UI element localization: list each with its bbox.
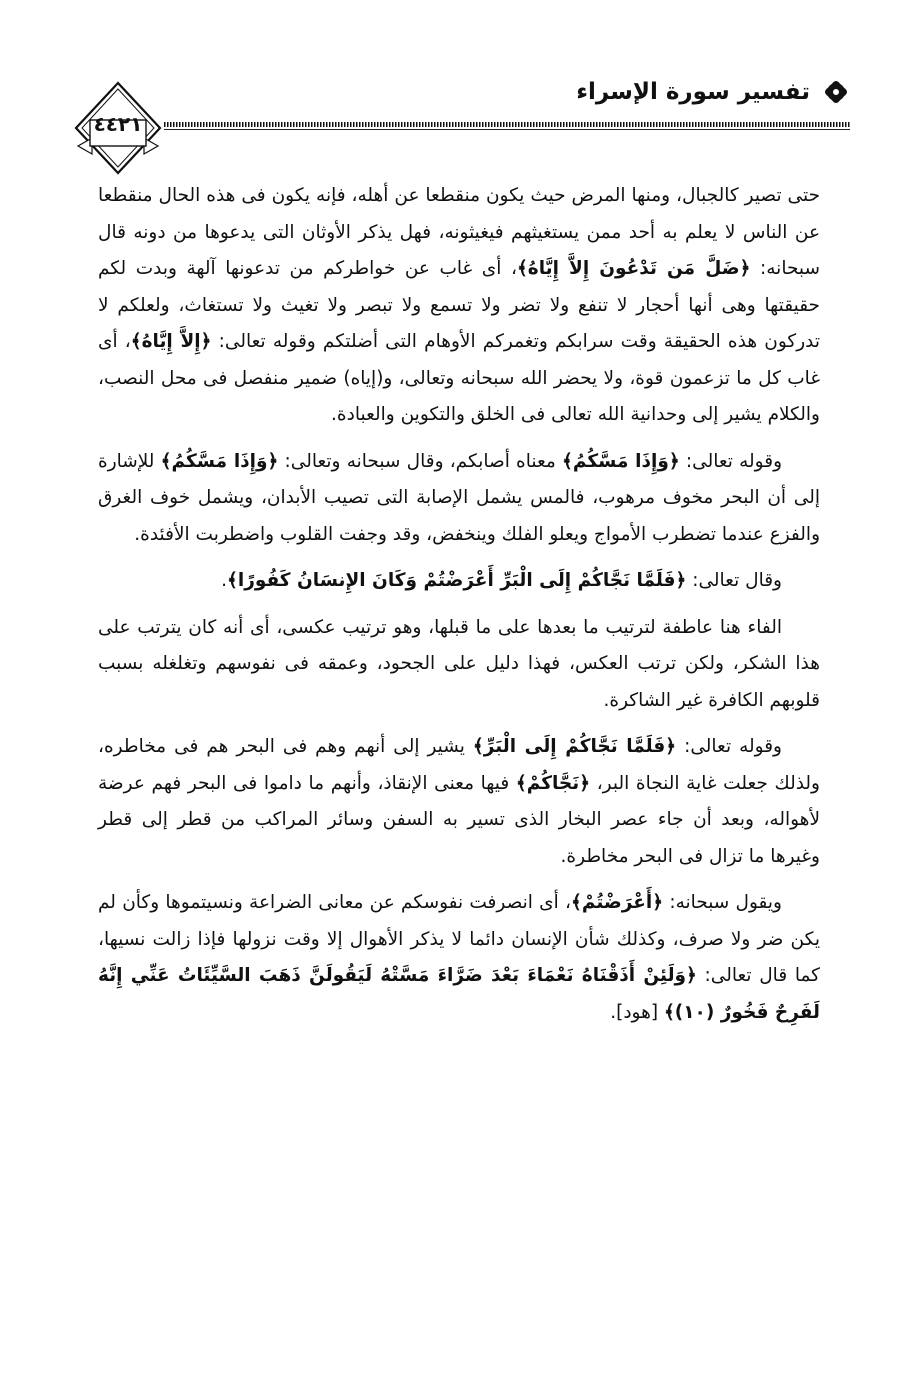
body-text: . — [221, 570, 228, 591]
body-text: ، أى غاب كل ما تزعمون قوة، ولا يحضر الله سبحانه وتعالى، و(إياه) ضمير منفصل فى محل النصب، والكلام يشير إلى وحدانية الله تعالى فى الخلق والتكوين والعبادة. — [98, 331, 820, 425]
body-text: وقال تعالى: — [686, 570, 782, 591]
body-text: [هود]. — [610, 1001, 664, 1023]
quran-verse: ﴿وَإِذَا مَسَّكُمُ﴾ — [160, 450, 279, 472]
body-text: فيها معنى الإنقاذ، وأنهم ما داموا فى البحر فهم عرضة لأهواله، وبعد أن جاء عصر البخار الذى تسير به السفن وسائر المراكب من قطر إلى قطر وغيرها ما تزال فى البحر مخاطرة. — [98, 772, 820, 867]
quran-verse: ﴿وَلَئِنْ أَذَقْنَاهُ نَعْمَاءَ بَعْدَ ضَرَّاءَ مَسَّتْهُ لَيَقُولَنَّ ذَهَبَ السَّيِّئَاتُ عَنِّي إِنَّهُ لَفَرِحٌ فَخُورٌ (١٠)﴾ — [98, 965, 820, 1023]
quran-verse: ﴿نَجَّاكُمْ﴾ — [515, 772, 591, 794]
page-body — [98, 178, 820, 1041]
paragraph — [98, 178, 820, 434]
body-text: الفاء هنا عاطفة لترتيب ما بعدها على ما قبلها، وهو ترتيب عكسى، أى أنه كان يترتب على هذا الشكر، ولكن ترتب العكس، فهذا دليل على الجحود، وعمقه فى نفوسهم وتغلغله بسبب قلوبهم الكافرة غير الشاكرة. — [98, 616, 820, 711]
page-number-badge — [72, 80, 164, 176]
body-text: ويقول سبحانه: — [663, 892, 782, 913]
page-number: ٤٤٢١ — [93, 112, 143, 136]
quran-verse: ﴿إِلاَّ إِيَّاهُ﴾ — [130, 331, 212, 352]
body-text: ، أى انصرفت نفوسكم عن معانى الضراعة ونسيتموها وكأن لم يكن ضر ولا صرف، وكذلك شأن الإنسان دائما لا يذكر الأهوال إلا وقت نزولها فإذا زالت نسيها، كما قال تعالى: — [98, 892, 820, 986]
flower-ornament-icon — [822, 78, 850, 106]
page-header — [72, 70, 850, 170]
paragraph — [98, 729, 820, 875]
body-text: ، أى غاب عن خواطركم من تدعونها آلهة وبدت لكم حقيقتها وهى أنها أحجار لا تنفع ولا تضر ولا تسمع ولا تبصر ولا تغيث ولا تستغاث، ولعلكم لا تدركون هذه الحقيقة وقت سرابكم وتغمركم الأوهام التى أضلتكم وقوله تعالى: — [98, 258, 820, 352]
paragraph — [98, 610, 820, 720]
header-rule-line — [164, 129, 850, 130]
body-text: للإشارة إلى أن البحر مخوف مرهوب، فالمس يشمل الإصابة التى تصيب الأبدان، ويشمل خوف الغرق والفزع عندما تضطرب الأمواج ويعلو الفلك وينخفض، وقد وجفت القلوب واضطربت الأفئدة. — [98, 450, 820, 545]
body-text: معناه أصابكم، وقال سبحانه وتعالى: — [278, 450, 563, 472]
quran-verse: ﴿فَلَمَّا نَجَّاكُمْ إِلَى الْبَرِّ أَعْرَضْتُمْ وَكَانَ الإِنسَانُ كَفُورًا﴾ — [227, 570, 687, 591]
quran-verse: ﴿فَلَمَّا نَجَّاكُمْ إِلَى الْبَرِّ﴾ — [472, 736, 677, 757]
paragraph — [98, 885, 820, 1031]
body-text: وقوله تعالى: — [676, 736, 782, 757]
header-rule — [164, 122, 850, 127]
body-text: وقوله تعالى: — [679, 450, 783, 472]
body-text: يشير إلى أنهم وهم فى البحر هم فى مخاطره، ولذلك جعلت غاية النجاة البر، — [98, 736, 820, 794]
quran-verse: ﴿أَعْرَضْتُمْ﴾ — [571, 892, 664, 913]
body-text: حتى تصير كالجبال، ومنها المرض حيث يكون منقطعا عن أهله، فإنه يكون فى هذه الحال منقطعا عن الناس لا يعلم به أحد ممن يستغيثهم فيغيثونه، فهل يذكر الأوثان التى يدعوها من دونه قال سبحانه: — [98, 185, 820, 279]
paragraph — [98, 563, 820, 600]
running-title: تفسير سورة الإسراء — [576, 79, 810, 105]
quran-verse: ﴿ضَلَّ مَن تَدْعُونَ إِلاَّ إِيَّاهُ﴾ — [516, 258, 751, 279]
running-header — [576, 78, 850, 106]
paragraph — [98, 444, 820, 554]
quran-verse: ﴿وَإِذَا مَسَّكُمُ﴾ — [562, 450, 680, 472]
